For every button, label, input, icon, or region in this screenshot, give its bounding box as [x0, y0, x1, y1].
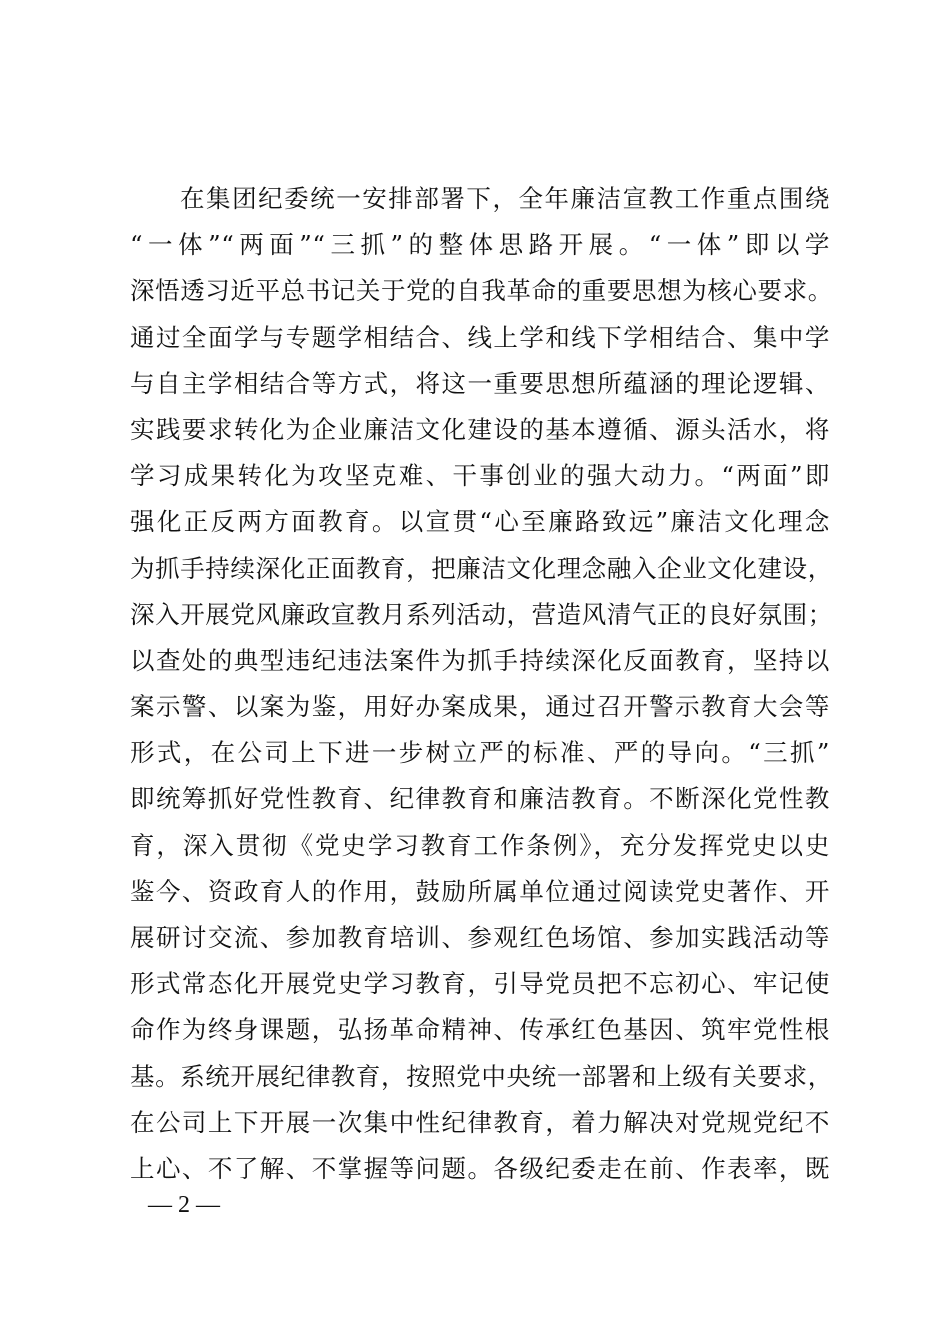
- text-line: 在集团纪委统一安排部署下，全年廉洁宣教工作重点围绕: [180, 184, 830, 213]
- page-number: — 2 —: [148, 1192, 220, 1218]
- text-line: 学习成果转化为攻坚克难、干事创业的强大动力。“两面”即: [130, 461, 830, 491]
- text-line: 育，深入贯彻《党史学习教育工作条例》，充分发挥党史以史: [130, 830, 830, 860]
- text-line: 实践要求转化为企业廉洁文化建设的基本遵循、源头活水，将: [130, 414, 830, 444]
- text-line: 基。系统开展纪律教育，按照党中央统一部署和上级有关要求，: [130, 1061, 833, 1091]
- text-line: 强化正反两方面教育。以宣贯“心至廉路致远”廉洁文化理念: [130, 507, 830, 537]
- text-line: 即统筹抓好党性教育、纪律教育和廉洁教育。不断深化党性教: [130, 784, 830, 814]
- text-line: “一体”“两面”“三抓”的整体思路开展。“一体”即以学: [130, 230, 830, 260]
- text-line: 以查处的典型违纪违法案件为抓手持续深化反面教育，坚持以: [130, 645, 830, 675]
- text-line: 形式常态化开展党史学习教育，引导党员把不忘初心、牢记使: [130, 969, 830, 999]
- text-line: 展研讨交流、参加教育培训、参观红色场馆、参加实践活动等: [130, 923, 830, 952]
- body-paragraph: [130, 176, 833, 1192]
- text-line: 在公司上下开展一次集中性纪律教育，着力解决对党规党纪不: [130, 1107, 830, 1137]
- text-line: 与自主学相结合等方式，将这一重要思想所蕴涵的理论逻辑、: [130, 368, 830, 398]
- text-line: 为抓手持续深化正面教育，把廉洁文化理念融入企业文化建设，: [130, 553, 833, 583]
- text-line: 案示警、以案为鉴，用好办案成果，通过召开警示教育大会等: [130, 692, 830, 722]
- text-line: 命作为终身课题，弘扬革命精神、传承红色基因、筑牢党性根: [130, 1015, 830, 1045]
- text-line: 上心、不了解、不掌握等问题。各级纪委走在前、作表率，既: [130, 1153, 830, 1183]
- text-line: 深入开展党风廉政宣教月系列活动，营造风清气正的良好氛围；: [130, 599, 833, 629]
- text-line: 通过全面学与专题学相结合、线上学和线下学相结合、集中学: [130, 322, 830, 352]
- text-line: 深悟透习近平总书记关于党的自我革命的重要思想为核心要求。: [130, 276, 833, 306]
- text-line: 形式，在公司上下进一步树立严的标准、严的导向。“三抓”: [130, 738, 830, 768]
- text-line: 鉴今、资政育人的作用，鼓励所属单位通过阅读党史著作、开: [130, 876, 830, 906]
